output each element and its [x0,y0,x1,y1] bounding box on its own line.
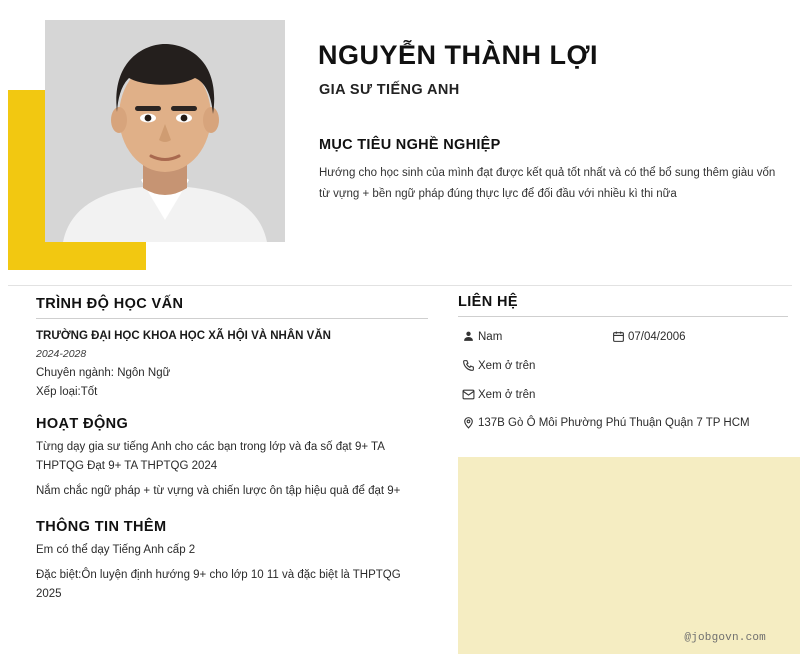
objective-heading: MỤC TIÊU NGHỀ NGHIỆP [319,137,501,153]
contact-birthday: 07/04/2006 [628,331,686,343]
contact-row-address [458,415,788,433]
left-column [36,296,428,622]
education-rule [36,318,428,319]
avatar [45,20,285,242]
education-heading: TRÌNH ĐỘ HỌC VẤN [36,296,184,312]
location-pin-icon [458,415,478,429]
contact-phone: Xem ở trên [478,359,536,372]
mail-icon [458,387,478,401]
contact-rule [458,316,788,317]
person-icon [458,329,478,347]
phone-icon [458,358,478,372]
right-column [458,294,788,444]
contact-gender: Nam [478,331,503,343]
section-education [36,296,428,398]
education-years: 2024-2028 [36,348,87,360]
list-item: Nắm chắc ngữ pháp + từ vựng và chiến lược ôn tập hiệu quả để đạt 9+ [36,484,401,497]
contact-row-email[interactable] [458,387,788,405]
section-extra-info [36,519,428,604]
education-school: TRƯỜNG ĐẠI HỌC KHOA HỌC XÃ HỘI VÀ NHÂN VĂN [36,330,331,342]
education-rank: Xếp loại:Tốt [36,386,98,398]
list-item: Em có thể dạy Tiếng Anh cấp 2 [36,543,196,556]
accent-panel [458,457,800,654]
section-activities [36,416,428,501]
list-item: Từng dạy gia sư tiếng Anh cho các bạn trong lớp và đa số đạt 9+ TA THPTQG Đạt 9+ TA THPTQG 2024 [36,441,385,472]
extra-heading: THÔNG TIN THÊM [36,518,167,535]
page-title: NGUYỄN THÀNH LỢI [318,40,599,70]
list-item: Đặc biệt:Ôn luyện định hướng 9+ cho lớp 10 11 và đặc biệt là THPTQG 2025 [36,568,401,600]
contact-heading: LIÊN HỆ [458,294,518,310]
calendar-icon [608,329,628,347]
contact-address: 137B Gò Ô Môi Phường Phú Thuận Quận 7 TP HCM [478,417,750,430]
watermark: @jobgovn.com [684,632,766,644]
education-major: Chuyên ngành: Ngôn Ngữ [36,367,171,379]
contact-row-phone[interactable] [458,358,788,376]
portrait-photo-icon [45,20,285,242]
contact-row-personal [458,329,788,347]
activities-heading: HOẠT ĐỘNG [36,416,129,432]
contact-email: Xem ở trên [478,388,536,401]
job-title: GIA SƯ TIẾNG ANH [319,82,460,98]
objective-text: Hướng cho học sinh của mình đạt được kết quả tốt nhất và có thể bổ sung thêm giàu vốn từ vựng + bền ngữ pháp đúng thực lực để đối đầu với nhiều kì thi nữa [319,167,776,201]
header-divider [8,285,792,286]
resume-header [0,0,800,275]
